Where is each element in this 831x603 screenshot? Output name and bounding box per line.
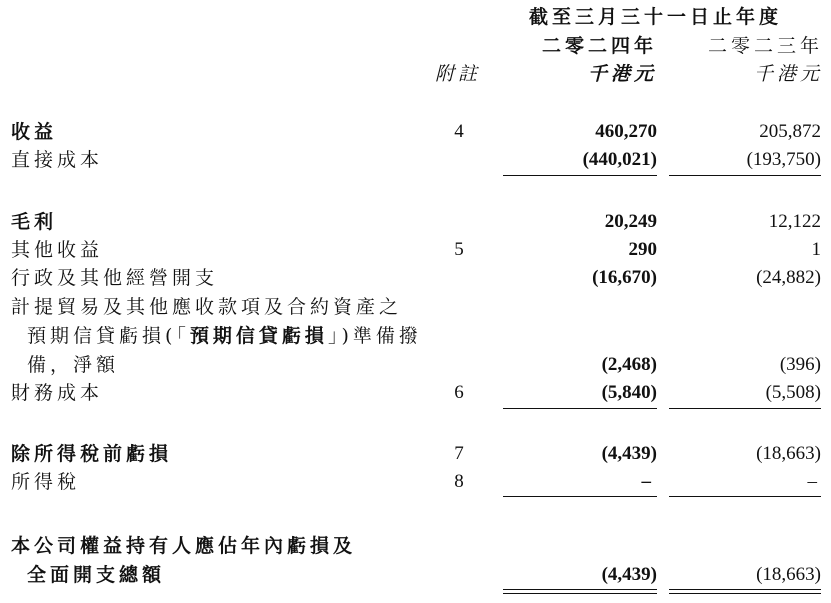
row-current-finance-costs: (5,840) — [601, 382, 657, 403]
row-prior-income-tax: – — [807, 471, 817, 492]
row-note-finance-costs: 6 — [454, 382, 464, 403]
total-double-rule-current — [503, 589, 657, 594]
row-label-total-loss-line1: 本公司權益持有人應佔年內虧損及 — [11, 535, 357, 557]
row-current-revenue: 460,270 — [595, 121, 657, 142]
ecl-line2-prefix: 預期信貸虧損(「 — [27, 325, 190, 347]
row-current-total-loss: (4,439) — [601, 564, 657, 585]
row-note-loss-before-tax: 7 — [454, 443, 464, 464]
row-label-total-loss-line2: 全面開支總額 — [27, 564, 166, 586]
unit-prior-header: 千港元 — [753, 63, 823, 85]
note-column-header: 附註 — [435, 63, 482, 85]
row-prior-other-income: 1 — [811, 239, 821, 260]
period-header: 截至三月三十一日止年度 — [529, 6, 783, 28]
row-label-other-income: 其他收益 — [11, 239, 104, 261]
row-prior-gross-profit: 12,122 — [768, 211, 821, 232]
subtotal-rule-current-3 — [503, 496, 657, 497]
unit-current-header: 千港元 — [587, 63, 657, 85]
row-current-ecl: (2,468) — [601, 354, 657, 375]
subtotal-rule-prior-3 — [669, 496, 821, 497]
row-prior-total-loss: (18,663) — [756, 564, 821, 585]
row-note-revenue: 4 — [454, 121, 464, 142]
row-prior-loss-before-tax: (18,663) — [756, 443, 821, 464]
row-current-loss-before-tax: (4,439) — [601, 443, 657, 464]
row-note-income-tax: 8 — [454, 471, 464, 492]
row-label-finance-costs: 財務成本 — [11, 382, 104, 404]
ecl-line2-bold: 預期信貸虧損 — [189, 325, 328, 347]
row-current-income-tax: – — [641, 471, 651, 492]
row-label-income-tax: 所得稅 — [11, 471, 81, 493]
year-prior-header: 二零二三年 — [707, 35, 823, 57]
row-note-other-income: 5 — [454, 239, 464, 260]
row-current-other-income: 290 — [628, 239, 657, 260]
row-label-ecl-line1: 計提貿易及其他應收款項及合約資產之 — [11, 296, 403, 318]
row-prior-direct-costs: (193,750) — [746, 149, 821, 170]
total-double-rule-prior — [669, 589, 821, 594]
row-label-gross-profit: 毛利 — [11, 211, 58, 233]
row-prior-revenue: 205,872 — [759, 121, 821, 142]
row-current-direct-costs: (440,021) — [582, 149, 657, 170]
subtotal-rule-current-2 — [503, 408, 657, 409]
row-prior-ecl: (396) — [779, 354, 821, 375]
row-label-loss-before-tax: 除所得稅前虧損 — [11, 443, 173, 465]
subtotal-rule-current — [503, 175, 657, 176]
row-label-ecl-line3: 備，淨額 — [27, 354, 120, 376]
row-label-admin-expenses: 行政及其他經營開支 — [11, 267, 219, 289]
subtotal-rule-prior — [669, 175, 821, 176]
subtotal-rule-prior-2 — [669, 408, 821, 409]
row-current-gross-profit: 20,249 — [604, 211, 657, 232]
row-label-revenue: 收益 — [11, 121, 58, 143]
row-current-admin-expenses: (16,670) — [592, 267, 657, 288]
row-prior-admin-expenses: (24,882) — [756, 267, 821, 288]
year-current-header: 二零二四年 — [541, 35, 657, 57]
row-prior-finance-costs: (5,508) — [765, 382, 821, 403]
ecl-line2-suffix: 」)準備撥 — [327, 325, 422, 347]
row-label-direct-costs: 直接成本 — [11, 149, 104, 171]
row-label-ecl-line2 — [27, 325, 422, 347]
